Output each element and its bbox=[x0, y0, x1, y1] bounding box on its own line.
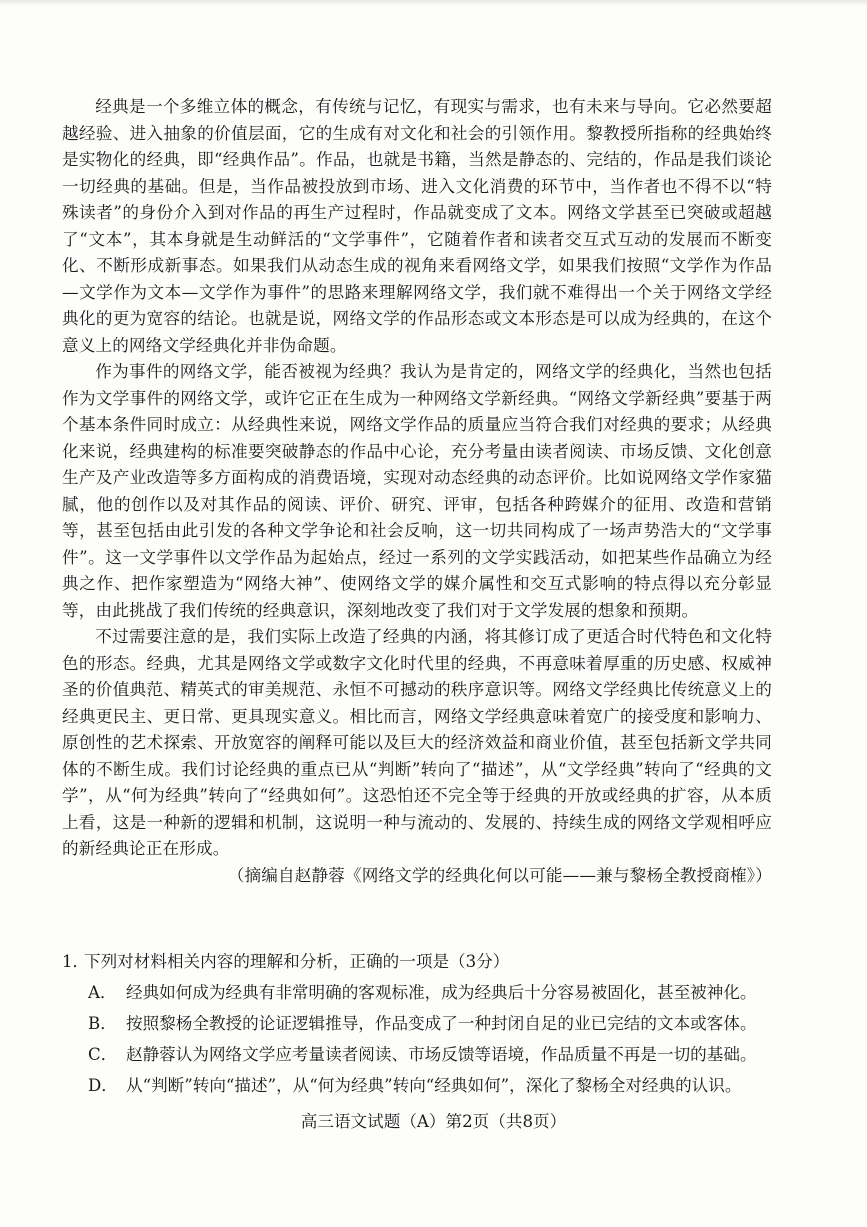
option-d bbox=[62, 1070, 776, 1101]
option-letter: D． bbox=[88, 1076, 118, 1095]
scan-edge-shadow bbox=[0, 0, 867, 6]
passage-paragraph-3: 不过需要注意的是，我们实际上改造了经典的内涵，将其修订成了更适合时代特色和文化特色的形态。经典，尤其是网络文学或数字文化时代里的经典，不再意味着厚重的历史感、权威神圣的价值典范、精英式的审美规范、永恒不可撼动的秩序意识等。网络文学经典比传统意义上的经典更民主、更日常、更具现实意义。相比而言，网络文学经典意味着宽广的接受度和影响力、原创性的艺术探索、开放宽容的阐释可能以及巨大的经济效益和商业价值，甚至包括新文学共同体的不断生成。我们讨论经典的重点已从“判断”转向了“描述”，从“文学经典”转向了“经典的文学”，从“何为经典”转向了“经典如何”。这恐怕还不完全等于经典的开放或经典的扩容，从本质上看，这是一种新的逻辑和机制，这说明一种与流动的、发展的、持续生成的网络文学观相呼应的新经典论正在形成。 bbox=[62, 627, 772, 858]
passage-paragraph-1: 经典是一个多维立体的概念，有传统与记忆，有现实与需求，也有未来与导向。它必然要超越经验、进入抽象的价值层面，它的生成有对文化和社会的引领作用。黎教授所指称的经典始终是实物化的经典，即“经典作品”。作品，也就是书籍，当然是静态的、完结的，作品是我们谈论一切经典的基础。但是，当作品被投放到市场、进入文化消费的环节中，当作者也不得不以“特殊读者”的身份介入到对作品的再生产过程时，作品就变成了文本。网络文学甚至已突破或超越了“文本”，其本身就是生动鲜活的“文学事件”，它随着作者和读者交互式互动的发展而不断变化、不断形成新事态。如果我们从动态生成的视角来看网络文学，如果我们按照“文学作为作品—文学作为文本—文学作为事件”的思路来理解网络文学，我们就不难得出一个关于网络文学经典化的更为宽容的结论。也就是说，网络文学的作品形态或文本形态是可以成为经典的，在这个意义上的网络文学经典化并非伪命题。 bbox=[62, 97, 772, 355]
option-b bbox=[62, 1008, 776, 1039]
option-text: 从“判断”转向“描述”，从“何为经典”转向“经典如何”，深化了黎杨全对经典的认识。 bbox=[126, 1076, 742, 1095]
question-stem-text: 下列对材料相关内容的理解和分析，正确的一项是（3分） bbox=[84, 952, 510, 971]
question-stem bbox=[62, 946, 776, 977]
option-letter: B． bbox=[88, 1014, 117, 1033]
option-c bbox=[62, 1039, 776, 1070]
passage-source-citation: （摘编自赵静蓉《网络文学的经典化何以可能——兼与黎杨全教授商榷》） bbox=[227, 865, 772, 885]
page-footer: 高三语文试题（A）第2页（共8页） bbox=[300, 1112, 567, 1131]
passage-paragraph-2: 作为事件的网络文学，能否被视为经典？我认为是肯定的，网络文学的经典化，当然也包括作为文学事件的网络文学，或许它正在生成为一种网络文学新经典。“网络文学新经典”要基于两个基本条件同时成立：从经典性来说，网络文学作品的质量应当符合我们对经典的要求；从经典化来说，经典建构的标准要突破静态的作品中心论，充分考量由读者阅读、市场反馈、文化创意生产及产业改造等多方面构成的消费语境，实现对动态经典的动态评价。比如说网络文学作家猫腻，他的创作以及对其作品的阅读、评价、研究、评审，包括各种跨媒介的征用、改造和营销等，甚至包括由此引发的各种文学争论和社会反响，这一切共同构成了一场声势浩大的“文学事件”。这一文学事件以文学作品为起始点，经过一系列的文学实践活动，如把某些作品确立为经典之作、把作家塑造为“网络大神”、使网络文学的媒介属性和交互式影响的特点得以充分彰显等，由此挑战了我们传统的经典意识，深刻地改变了我们对于文学发展的想象和预期。 bbox=[62, 362, 772, 620]
option-letter: C． bbox=[88, 1045, 118, 1064]
option-text: 赵静蓉认为网络文学应考量读者阅读、市场反馈等语境，作品质量不再是一切的基础。 bbox=[126, 1045, 757, 1064]
answer-options bbox=[62, 977, 776, 1101]
option-text: 经典如何成为经典有非常明确的客观标准，成为经典后十分容易被固化，甚至被神化。 bbox=[126, 983, 757, 1002]
option-text: 按照黎杨全教授的论证逻辑推导，作品变成了一种封闭自足的业已完结的文本或客体。 bbox=[126, 1014, 757, 1033]
question-number: 1． bbox=[62, 952, 90, 971]
question-1 bbox=[62, 946, 776, 1101]
reading-passage bbox=[62, 94, 772, 889]
option-a bbox=[62, 977, 776, 1008]
option-letter: A． bbox=[88, 983, 117, 1002]
